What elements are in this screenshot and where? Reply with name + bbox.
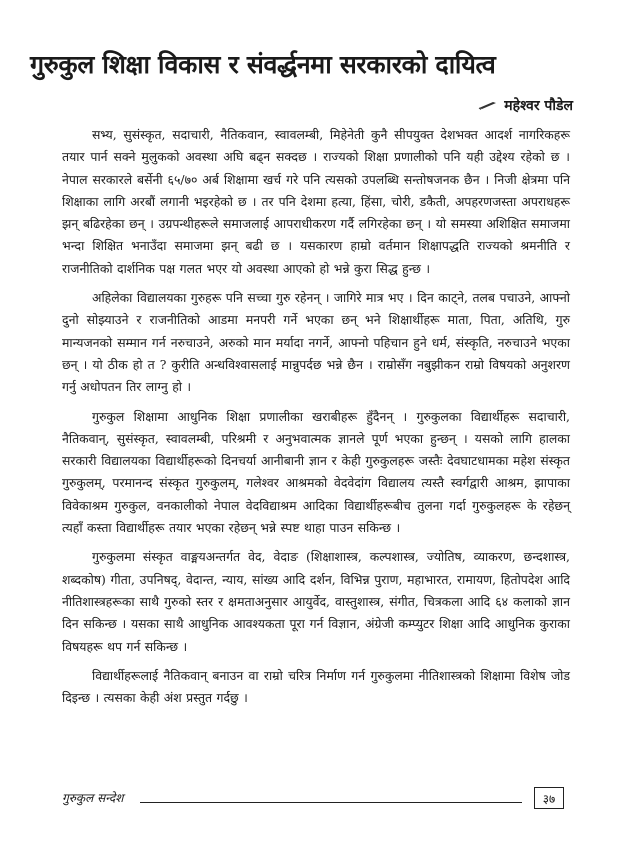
pen-icon [478, 96, 498, 116]
paragraph-4: गुरुकुलमा संस्कृत वाङ्मयअन्तर्गत वेद, वेदाङ (शिक्षाशास्त्र, कल्पशास्त्र, ज्योतिष, व्याकरण, छन्दशास्त्र, शब्दकोष) गीता, उपनिषद्, वेदान्त, न्याय, सांख्य आदि दर्शन, विभिन्न पुराण, महाभारत, रामायण, हितोपदेश आदि नीतिशास्त्रहरूका साथै गुरुको स्तर र क्षमताअनुसार आयुर्वेद, वास्तुशास्त्र, संगीत, चित्रकला आदि ६४ कलाको ज्ञान दिन सकिन्छ । यसका साथै आधुनिक आवश्यकता पूरा गर्न विज्ञान, अंग्रेजी कम्प्युटर शिक्षा आदि आधुनिक कुराका विषयहरू थप गर्न सकिन्छ । [62, 549, 570, 654]
paragraph-1: सभ्य, सुसंस्कृत, सदाचारी, नैतिकवान, स्वावलम्बी, मिहेनेती कुनै सीपयुक्त देशभक्त आदर्श नागरिकहरू तयार पार्न सक्ने मुलुकको अवस्था अघि बढ्न सक्दछ । राज्यको शिक्षा प्रणालीको पनि यही उद्देश्य रहेको छ । नेपाल सरकारले बर्सेनी ६५/७० अर्ब शिक्षामा खर्च गरे पनि त्यसको उपलब्धि सन्तोषजनक छैन । निजी क्षेत्रमा पनि शिक्षाका लागि अरबौं लगानी भइरहेको छ । तर पनि देशमा हत्या, हिंसा, चोरी, डकैती, अपहरणजस्ता अपराधहरू झन् बढिरहेका छन् । उग्रपन्थीहरूले समाजलाई आपराधीकरण गर्दै लगिरहेका छन् । यो समस्या अशिक्षित समाजमा भन्दा शिक्षित भनाउँदा समाजमा झन् बढी छ । यसकारण हाम्रो वर्तमान शिक्षापद्धति राज्यको श्रमनीति र राजनीतिको दार्शनिक पक्ष गलत भएर यो अवस्था आएको हो भन्ने कुरा सिद्ध हुन्छ । [62, 127, 570, 276]
article-body [62, 124, 570, 716]
page-footer [62, 787, 570, 813]
footer-publication-name: गुरुकुल सन्देश [62, 791, 124, 805]
paragraph-5: विद्यार्थीहरूलाई नैतिकवान् बनाउन वा राम्रो चरित्र निर्माण गर्न गुरुकुलमा नीतिशास्त्रको शिक्षामा विशेष जोड दिइन्छ । त्यसका केही अंश प्रस्तुत गर्दछु । [62, 667, 570, 706]
author-name: महेश्वर पौडेल [504, 98, 573, 114]
page-number: ३७ [534, 787, 564, 809]
author-byline [478, 96, 573, 116]
footer-divider [140, 802, 522, 803]
article-title: गुरुकुल शिक्षा विकास र संवर्द्धनमा सरकारको दायित्व [30, 50, 496, 79]
paragraph-2: अहिलेका विद्यालयका गुरुहरू पनि सच्चा गुरु रहेनन् । जागिरे मात्र भए । दिन काट्ने, तलब पचाउने, आफ्नो दुनो सोझ्याउने र राजनीतिको आडमा मनपरी गर्ने भएका छन् भने शिक्षार्थीहरू माता, पिता, अतिथि, गुरु मान्यजनको सम्मान गर्न नरुचाउने, अरुको मान मर्यादा नगर्ने, आफ्नो पहिचान हुने धर्म, संस्कृति, नरुचाउने भएका छन् । यो ठीक हो त ? कुरीति अन्धविश्वासलाई मान्नुपर्दछ भन्ने छैन । राम्रोसँग नबुझीकन राम्रो विषयको अनुशरण गर्नु अधोपतन तिर लाग्नु हो । [62, 290, 570, 395]
paragraph-3: गुरुकुल शिक्षामा आधुनिक शिक्षा प्रणालीका खराबीहरू हुँदैनन् । गुरुकुलका विद्यार्थीहरू सदाचारी, नैतिकवान्, सुसंस्कृत, स्वावलम्बी, परिश्रमी र अनुभवात्मक ज्ञानले पूर्ण भएका हुन्छन् । यसको लागि हालका सरकारी विद्यालयका विद्यार्थीहरूको दिनचर्या आनीबानी ज्ञान र केही गुरुकुलहरू जस्तैः देवघाटधामका महेश संस्कृत गुरुकुलम्, परमानन्द संस्कृत गुरुकुलम्, गलेश्वर आश्रमको वेदवेदांग विद्यालय त्यस्तै स्वर्गद्वारी आश्रम, झापाका विवेकाश्रम गुरुकुल, वनकालीको नेपाल वेदविद्याश्रम आदिका विद्यार्थीहरूबीच तुलना गर्दा गुरुकुलहरू के रहेछन् त्यहाँ कस्ता विद्यार्थीहरू तयार भएका रहेछन् भन्ने स्पष्ट थाहा पाउन सकिन्छ । [62, 408, 570, 536]
